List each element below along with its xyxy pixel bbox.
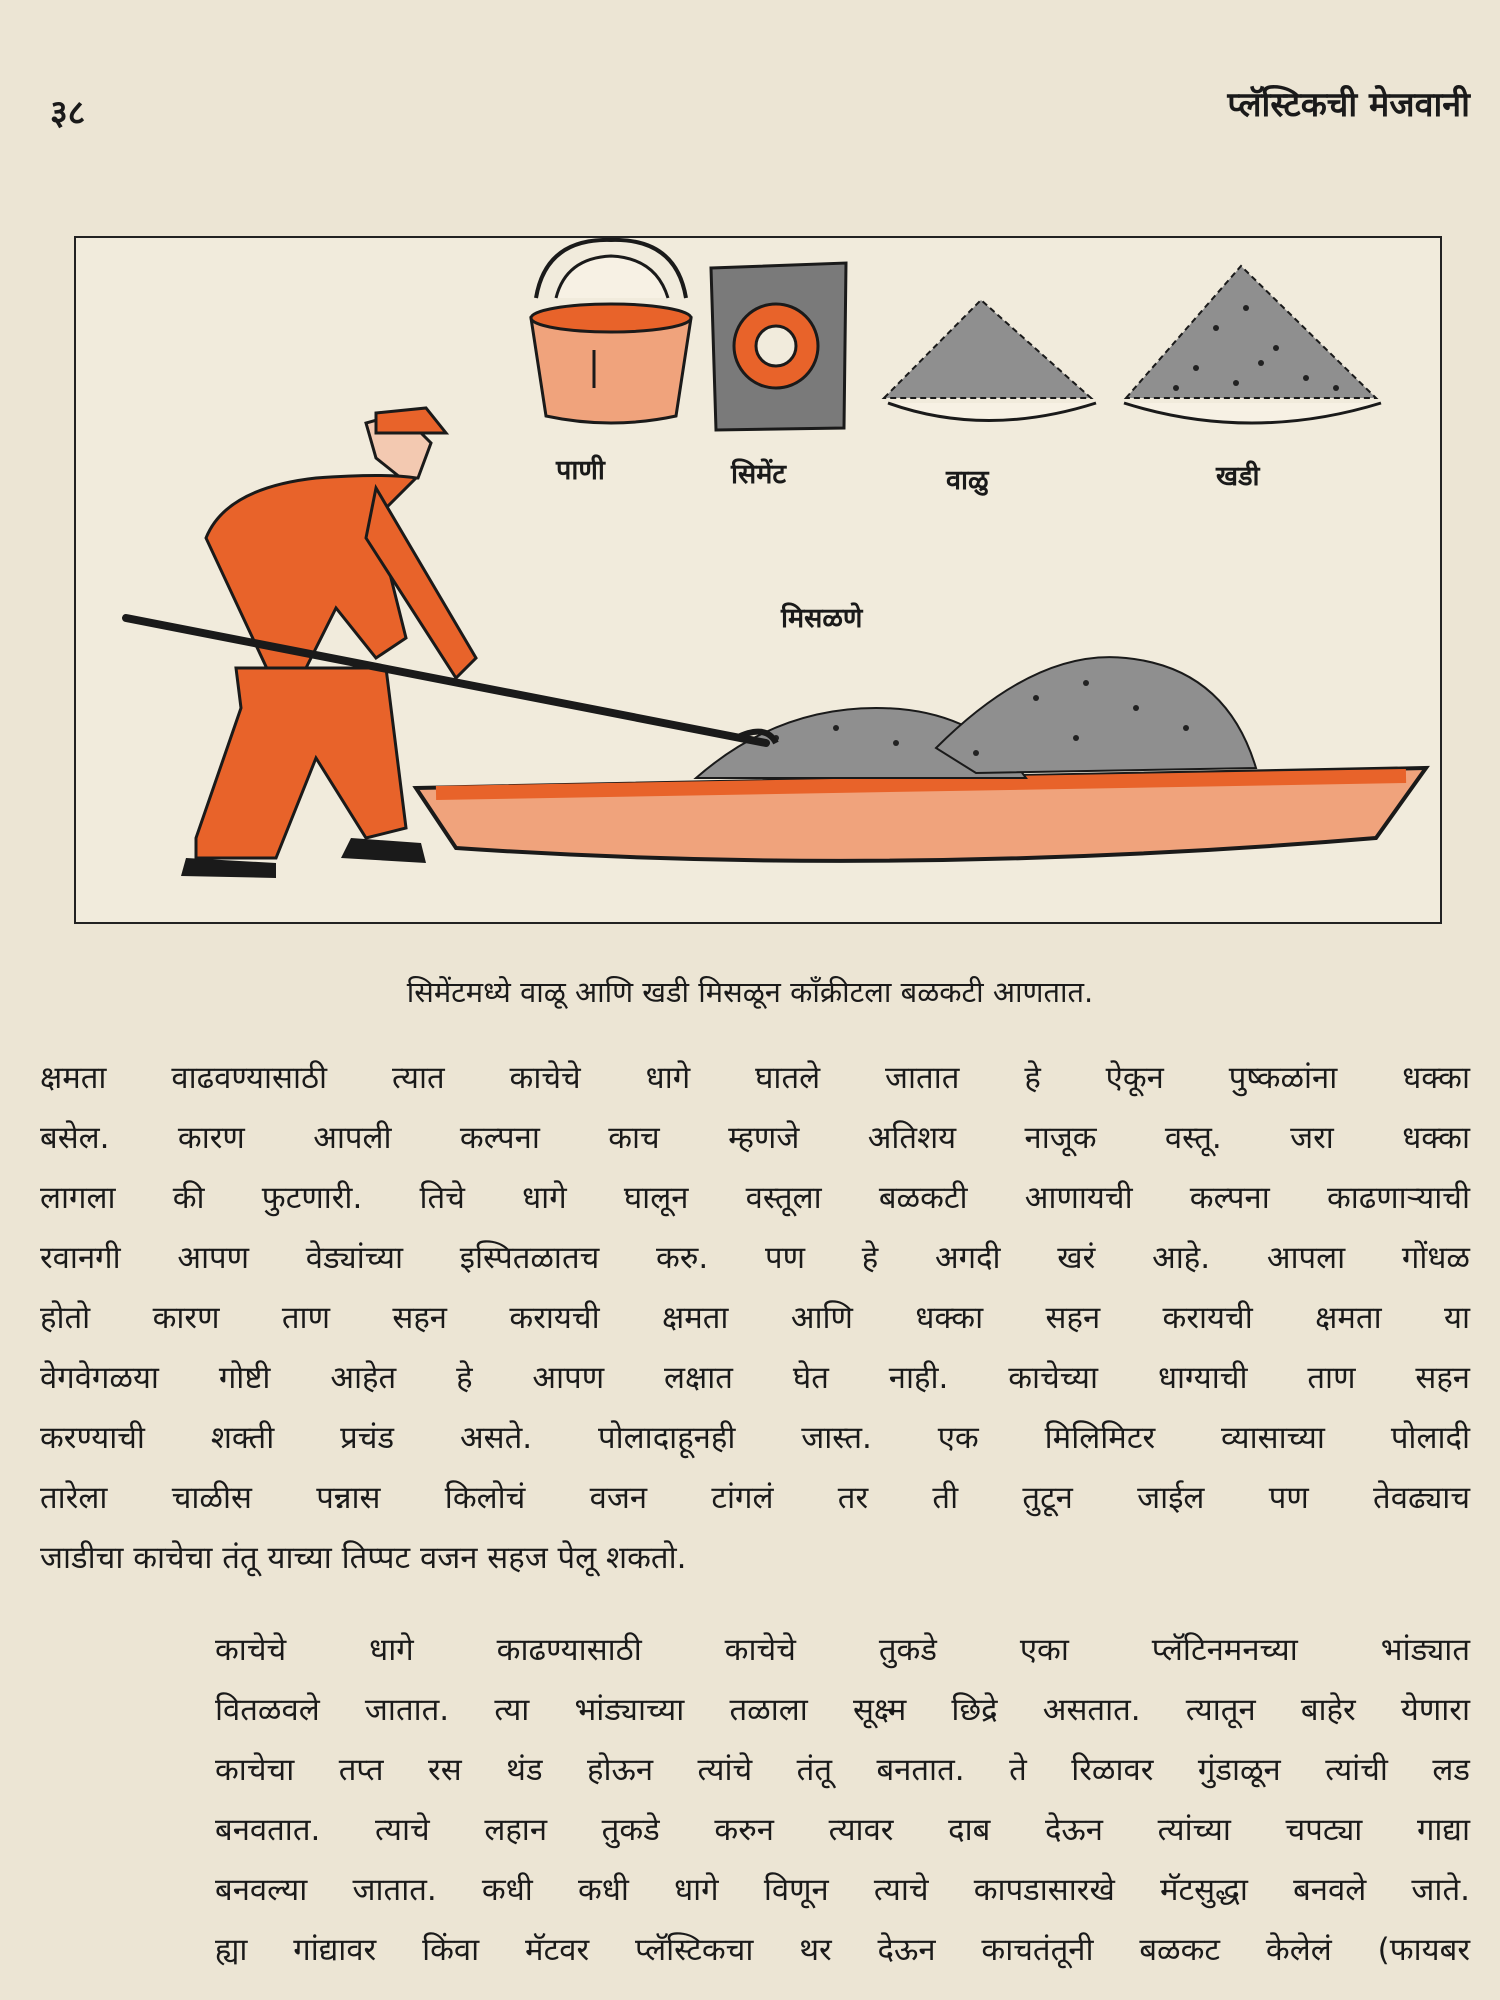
text-line: बनवतात. त्याचे लहान तुकडे करुन त्यावर दाब देऊन त्यांच्या चपट्या गाद्या [215, 1812, 1470, 1848]
water-bucket-icon [531, 240, 691, 423]
text-line: वितळवले जातात. त्या भांड्याच्या तळाला सूक्ष्म छिद्रे असतात. त्यातून बाहेर येणारा [215, 1692, 1470, 1728]
label-mixing: मिसळणे [781, 603, 863, 634]
label-water: पाणी [556, 455, 605, 486]
paragraph-2 [40, 1620, 1470, 1980]
text-line: वेगवेगळया गोष्टी आहेत हे आपण लक्षात घेत नाही. काचेच्या धाग्याची ताण सहन [40, 1360, 1470, 1396]
figure-caption: सिमेंटमध्ये वाळू आणि खडी मिसळून कॉंक्रीटला बळकटी आणतात. [406, 975, 1094, 1009]
text-line: बसेल. कारण आपली कल्पना काच म्हणजे अतिशय नाजूक वस्तू. जरा धक्का [40, 1120, 1470, 1156]
text-line: लागला की फुटणारी. तिचे धागे घालून वस्तूला बळकटी आणायची कल्पना काढणाऱ्याची [40, 1180, 1470, 1216]
text-line: तारेला चाळीस पन्नास किलोचं वजन टांगलं तर ती तुटून जाईल पण तेवढ्याच [40, 1480, 1470, 1516]
text-line: ह्या गांद्यावर किंवा मॅटवर प्लॅस्टिकचा थर देऊन काचतंतूनी बळकट केलेलं (फायबर [215, 1932, 1470, 1968]
cement-bag-icon [711, 263, 846, 430]
text-line: होतो कारण ताण सहन करायची क्षमता आणि धक्का सहन करायची क्षमता या [40, 1300, 1470, 1336]
illustration-frame [74, 236, 1442, 924]
text-line: क्षमता वाढवण्यासाठी त्यात काचेचे धागे घातले जातात हे ऐकून पुष्कळांना धक्का [40, 1060, 1470, 1096]
gravel-pile-icon [1124, 266, 1381, 423]
text-line: काचेचे धागे काढण्यासाठी काचेचे तुकडे एका प्लॅटिनमनच्या भांड्यात [215, 1632, 1470, 1668]
text-line: बनवल्या जातात. कधी कधी धागे विणून त्याचे कापडासारखे मॅटसुद्धा बनवले जाते. [215, 1872, 1470, 1908]
label-gravel: खडी [1216, 461, 1260, 492]
label-cement: सिमेंट [731, 459, 786, 490]
label-sand: वाळु [946, 465, 989, 496]
page-number: ३८ [50, 93, 86, 133]
concrete-heap-icon [696, 657, 1256, 778]
mixing-illustration [76, 238, 1440, 922]
text-line: काचेचा तप्त रस थंड होऊन त्यांचे तंतू बनतात. ते रिळावर गुंडाळून त्यांची लड [215, 1752, 1470, 1788]
sand-pile-icon [884, 300, 1096, 421]
paragraph-1 [40, 1048, 1470, 1588]
text-line: जाडीचा काचेचा तंतू याच्या तिप्पट वजन सहज पेलू शकतो. [40, 1540, 687, 1576]
running-title: प्लॅस्टिकची मेजवानी [1227, 85, 1470, 125]
text-line: रवानगी आपण वेड्यांच्या इस्पितळातच करु. पण हे अगदी खरं आहे. आपला गोंधळ [40, 1240, 1470, 1276]
text-line: करण्याची शक्ती प्रचंड असते. पोलादाहूनही जास्त. एक मिलिमिटर व्यासाच्या पोलादी [40, 1420, 1470, 1456]
mixing-trough-icon [416, 768, 1426, 861]
